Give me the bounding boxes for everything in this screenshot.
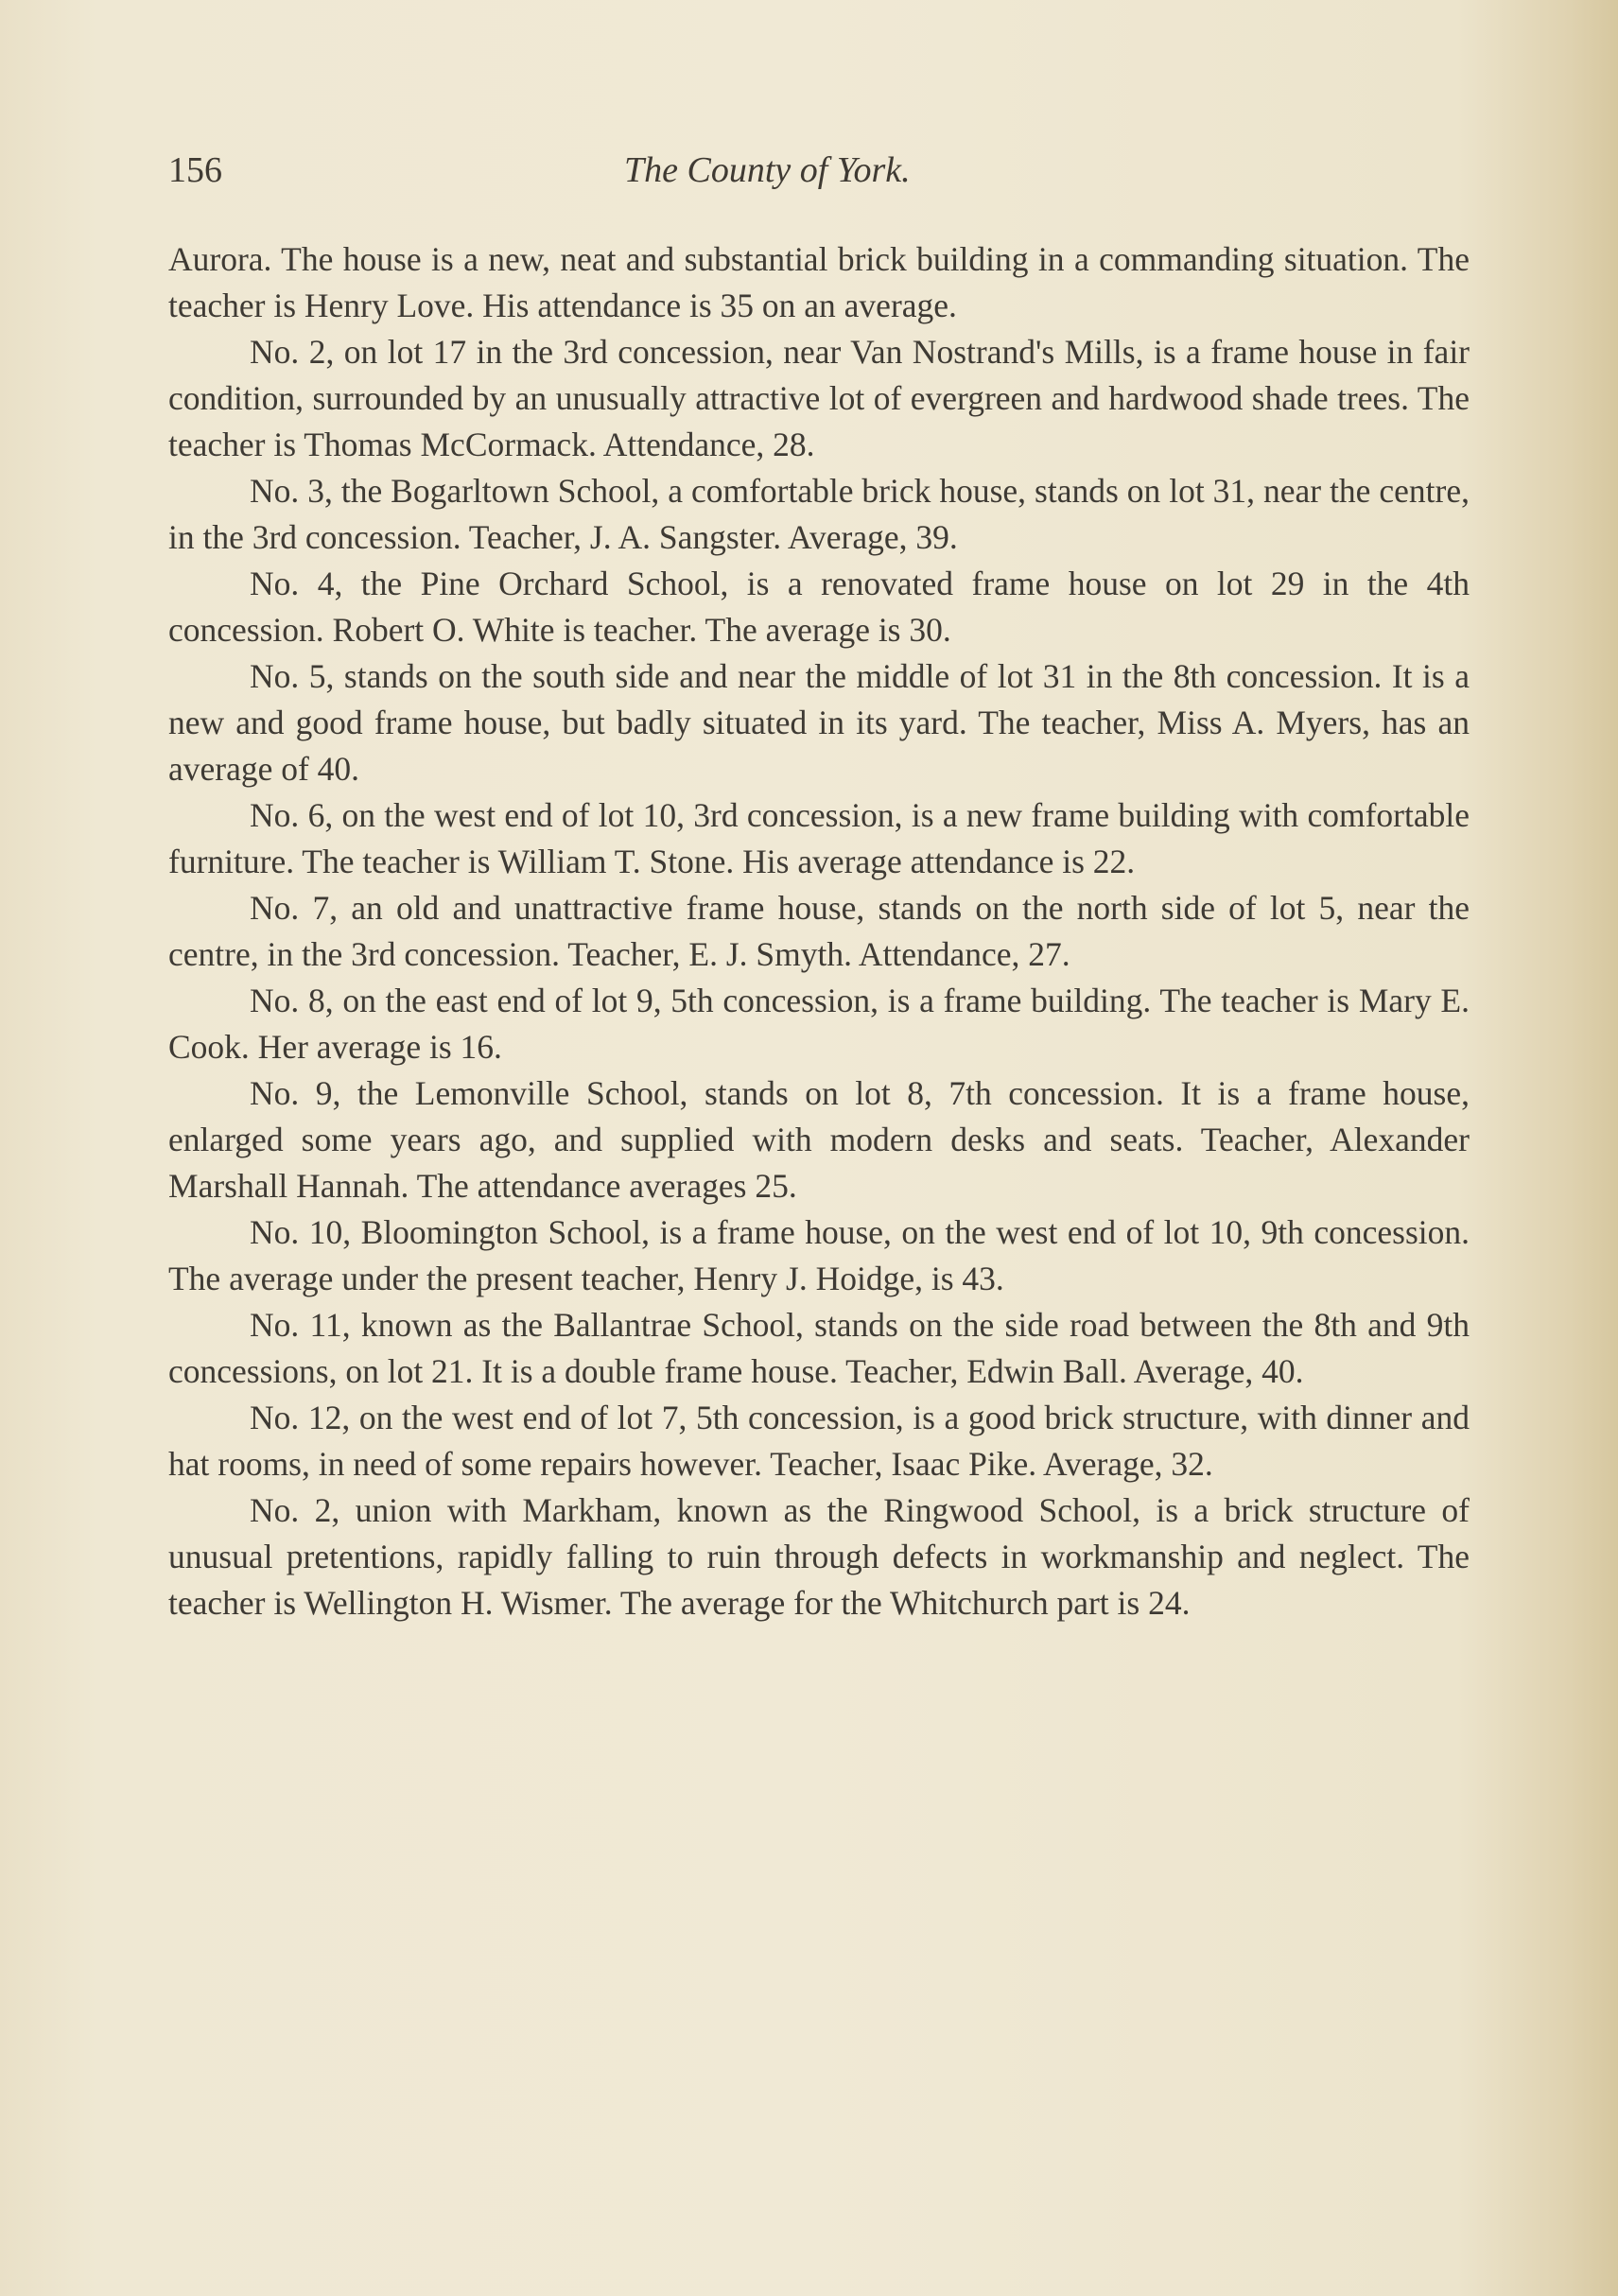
body-text <box>168 236 1470 1626</box>
paragraph: No. 6, on the west end of lot 10, 3rd concession, is a new frame building with comfortable furniture. The teacher is William T. Stone. His average attendance is 22. <box>168 796 1470 880</box>
paragraph: No. 11, known as the Ballantrae School, stands on the side road between the 8th and 9th concessions, on lot 21. It is a double frame house. Teacher, Edwin Ball. Average, 40. <box>168 1306 1470 1390</box>
paragraph: No. 12, on the west end of lot 7, 5th concession, is a good brick structure, with dinner and hat rooms, in need of some repairs however. Teacher, Isaac Pike. Average, 32. <box>168 1399 1470 1483</box>
paragraph: No. 4, the Pine Orchard School, is a renovated frame house on lot 29 in the 4th concession. Robert O. White is teacher. The average is 30. <box>168 565 1470 649</box>
paragraph: No. 10, Bloomington School, is a frame house, on the west end of lot 10, 9th concession. The average under the present teacher, Henry J. Hoidge, is 43. <box>168 1213 1470 1297</box>
paragraph: No. 9, the Lemonville School, stands on lot 8, 7th concession. It is a frame house, enlarged some years ago, and supplied with modern desks and seats. Teacher, Alexander Marshall Hannah. The attendance averages 25. <box>168 1074 1470 1205</box>
paragraph: No. 8, on the east end of lot 9, 5th concession, is a frame building. The teacher is Mary E. Cook. Her average is 16. <box>168 982 1470 1066</box>
page-header <box>166 149 1471 197</box>
paragraph: Aurora. The house is a new, neat and substantial brick building in a commanding situation. The teacher is Henry Love. His attendance is 35 on an average. <box>168 240 1470 324</box>
paragraph: No. 3, the Bogarltown School, a comfortable brick house, stands on lot 31, near the centre, in the 3rd concession. Teacher, J. A. Sangster. Average, 39. <box>168 472 1470 556</box>
paragraph: No. 5, stands on the south side and near the middle of lot 31 in the 8th concession. It is a new and good frame house, but badly situated in its yard. The teacher, Miss A. Myers, has an average of 40. <box>168 657 1470 788</box>
page-number: 156 <box>168 150 222 190</box>
running-title: The County of York. <box>624 150 911 190</box>
paragraph: No. 2, on lot 17 in the 3rd concession, near Van Nostrand's Mills, is a frame house in fair condition, surrounded by an unusually attractive lot of evergreen and hardwood shade trees. The teacher is Thomas McCormack. Attendance, 28. <box>168 333 1470 463</box>
paragraph: No. 7, an old and unattractive frame house, stands on the north side of lot 5, near the centre, in the 3rd concession. Teacher, E. J. Smyth. Attendance, 27. <box>168 889 1470 973</box>
paragraph: No. 2, union with Markham, known as the Ringwood School, is a brick structure of unusual pretentions, rapidly falling to ruin through defects in workmanship and neglect. The teacher is Wellington H. Wismer. The average for the Whitchurch part is 24. <box>168 1491 1470 1622</box>
